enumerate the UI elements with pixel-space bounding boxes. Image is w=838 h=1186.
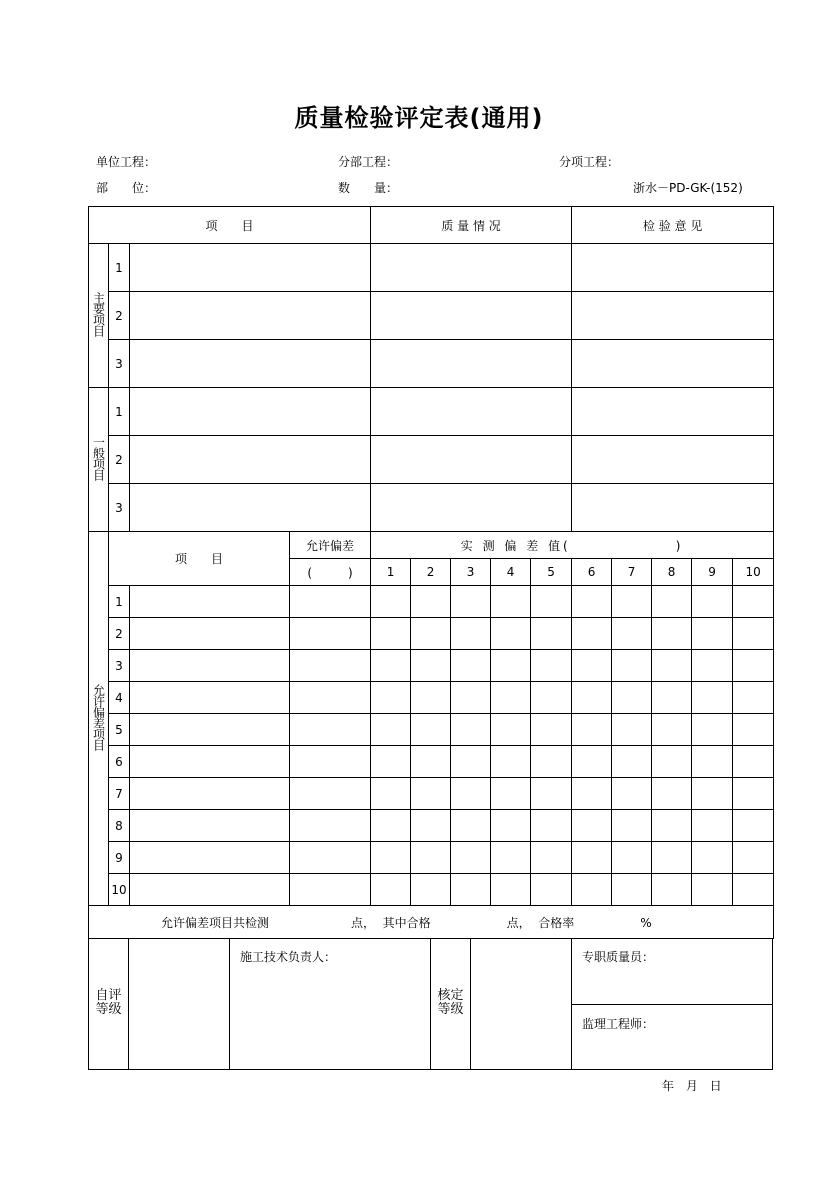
measured-value-field[interactable] xyxy=(531,778,572,810)
table-row xyxy=(89,388,774,436)
cell-text: 10 xyxy=(111,882,127,897)
cell-text: 9 xyxy=(115,850,123,865)
supervisor-field[interactable] xyxy=(572,1004,773,1069)
measured-value-field[interactable] xyxy=(451,650,491,682)
tech-lead-field[interactable] xyxy=(230,938,431,1069)
measured-value-field[interactable] xyxy=(451,618,491,650)
allowed-deviation-field[interactable] xyxy=(290,778,371,810)
quality-field[interactable] xyxy=(371,244,572,292)
cell-text: 4 xyxy=(506,565,515,579)
cell-text: 6 xyxy=(115,754,123,769)
measured-value-field[interactable] xyxy=(371,650,411,682)
measured-value-field[interactable] xyxy=(411,778,451,810)
cell-text: 3 xyxy=(115,658,123,673)
row-number xyxy=(109,292,130,340)
measured-value-field[interactable] xyxy=(411,842,451,874)
row-number xyxy=(109,340,130,388)
allowed-deviation-field[interactable] xyxy=(290,714,371,746)
measured-value-field[interactable] xyxy=(572,778,612,810)
measured-value-field[interactable] xyxy=(652,746,692,778)
allowed-deviation-field[interactable] xyxy=(290,682,371,714)
measure-column-header xyxy=(451,559,491,586)
measured-value-field[interactable] xyxy=(411,586,451,618)
cell-text: 自评等级 xyxy=(95,988,122,1018)
quality-officer-field[interactable] xyxy=(572,938,773,1004)
form-code: 浙水－PD-GK-(152) xyxy=(633,181,743,195)
measured-value-field[interactable] xyxy=(451,714,491,746)
item-field[interactable] xyxy=(130,340,371,388)
row-number xyxy=(109,388,130,436)
measure-column-header xyxy=(733,559,774,586)
measured-value-field[interactable] xyxy=(531,650,572,682)
summary-row xyxy=(89,906,774,939)
allowed-deviation-field[interactable] xyxy=(290,874,371,906)
cell-text: 4 xyxy=(115,690,123,705)
allowed-deviation-field[interactable] xyxy=(290,618,371,650)
quality-field[interactable] xyxy=(371,436,572,484)
measured-value-field[interactable] xyxy=(612,810,652,842)
deviation-row xyxy=(89,842,774,874)
row-number xyxy=(109,746,130,778)
measured-value-field[interactable] xyxy=(572,586,612,618)
cell-text: 7 xyxy=(115,786,123,801)
measured-value-field[interactable] xyxy=(612,714,652,746)
measured-value-field[interactable] xyxy=(692,842,733,874)
measured-value-field[interactable] xyxy=(531,842,572,874)
measured-value-field[interactable] xyxy=(531,874,572,906)
measured-value-field[interactable] xyxy=(733,842,774,874)
measured-value-field[interactable] xyxy=(491,810,531,842)
measured-value-field[interactable] xyxy=(491,586,531,618)
measured-value-field[interactable] xyxy=(692,810,733,842)
measured-value-field[interactable] xyxy=(733,810,774,842)
measured-value-field[interactable] xyxy=(692,746,733,778)
measured-value-field[interactable] xyxy=(371,778,411,810)
measured-value-field[interactable] xyxy=(451,586,491,618)
measured-value-field[interactable] xyxy=(491,618,531,650)
cell-text: 项 目 xyxy=(174,552,223,566)
measure-column-header xyxy=(692,559,733,586)
measured-value-field[interactable] xyxy=(692,618,733,650)
measured-value-field[interactable] xyxy=(612,874,652,906)
deviation-item-field[interactable] xyxy=(130,778,290,810)
measure-column-header xyxy=(531,559,572,586)
page-title: 质量检验评定表(通用) xyxy=(294,104,544,132)
measured-value-field[interactable] xyxy=(371,618,411,650)
measured-value-field[interactable] xyxy=(451,842,491,874)
measured-value-field[interactable] xyxy=(652,618,692,650)
row-number xyxy=(109,874,130,906)
measured-value-field[interactable] xyxy=(371,586,411,618)
cell-text: 8 xyxy=(115,818,123,833)
deviation-item-field[interactable] xyxy=(130,682,290,714)
cell-text: 1 xyxy=(386,565,395,579)
grading-table xyxy=(88,938,773,1070)
cell-text: 7 xyxy=(627,565,636,579)
cell-text: % xyxy=(640,915,652,930)
cell-text: 2 xyxy=(426,565,435,579)
measured-value-field[interactable] xyxy=(411,810,451,842)
measured-value-field[interactable] xyxy=(612,650,652,682)
cell-text: 施工技术负责人： xyxy=(240,950,337,964)
measured-value-field[interactable] xyxy=(733,714,774,746)
measured-value-field[interactable] xyxy=(652,842,692,874)
measured-value-field[interactable] xyxy=(451,874,491,906)
measured-value-field[interactable] xyxy=(652,714,692,746)
cell-text: 质 量 情 况 xyxy=(441,218,501,233)
allowed-deviation-field[interactable] xyxy=(290,650,371,682)
deviation-item-field[interactable] xyxy=(130,714,290,746)
quality-field[interactable] xyxy=(371,388,572,436)
measure-column-header xyxy=(411,559,451,586)
deviation-items-label xyxy=(89,532,109,906)
cell-text: 检 验 意 见 xyxy=(642,218,703,233)
measured-value-field[interactable] xyxy=(612,842,652,874)
deviation-row xyxy=(89,746,774,778)
allowed-deviation-field[interactable] xyxy=(290,586,371,618)
measured-value-field[interactable] xyxy=(733,682,774,714)
row-number xyxy=(109,810,130,842)
deviation-item-field[interactable] xyxy=(130,874,290,906)
self-grade-field[interactable] xyxy=(129,938,230,1069)
general-items-label xyxy=(89,388,109,532)
deviation-item-field[interactable] xyxy=(130,586,290,618)
measured-value-field[interactable] xyxy=(612,778,652,810)
row-number xyxy=(109,842,130,874)
item-field[interactable] xyxy=(130,292,371,340)
unit-project-label: 单位工程： xyxy=(96,155,157,169)
cell-text: 允许偏差项目 xyxy=(91,684,106,750)
cell-text: 1 xyxy=(115,404,123,419)
opinion-field[interactable] xyxy=(572,340,774,388)
measured-value-field[interactable] xyxy=(411,714,451,746)
measured-value-field[interactable] xyxy=(371,682,411,714)
item-field[interactable] xyxy=(130,436,371,484)
allowed-deviation-unit xyxy=(290,559,371,586)
cell-text: 6 xyxy=(587,565,596,579)
measured-value-field[interactable] xyxy=(451,810,491,842)
measured-value-field[interactable] xyxy=(612,618,652,650)
deviation-item-header xyxy=(109,532,290,586)
measured-value-field[interactable] xyxy=(572,810,612,842)
cell-text: 2 xyxy=(115,308,123,323)
measured-value-field[interactable] xyxy=(451,746,491,778)
measured-value-field[interactable] xyxy=(652,810,692,842)
deviation-row xyxy=(89,778,774,810)
item-field[interactable] xyxy=(130,484,371,532)
measured-value-field[interactable] xyxy=(572,714,612,746)
item-project-label: 分项工程： xyxy=(559,155,620,169)
table-row xyxy=(89,484,774,532)
measured-value-field[interactable] xyxy=(371,746,411,778)
opinion-field[interactable] xyxy=(572,244,774,292)
measured-value-field[interactable] xyxy=(692,682,733,714)
cell-text: 10 xyxy=(745,565,761,579)
cell-text: 专职质量员： xyxy=(582,950,655,964)
cell-text: 3 xyxy=(466,565,475,579)
cell-text: 允许偏差项目共检测 xyxy=(161,915,270,930)
measure-column-header xyxy=(491,559,531,586)
measured-value-field[interactable] xyxy=(652,650,692,682)
measured-value-field[interactable] xyxy=(572,842,612,874)
row-number xyxy=(109,682,130,714)
opinion-field[interactable] xyxy=(572,292,774,340)
measured-value-field[interactable] xyxy=(491,874,531,906)
deviation-item-field[interactable] xyxy=(130,810,290,842)
measured-value-field[interactable] xyxy=(692,586,733,618)
deviation-row xyxy=(89,618,774,650)
measured-value-field[interactable] xyxy=(371,874,411,906)
verified-grade-field[interactable] xyxy=(471,938,572,1069)
measured-value-field[interactable] xyxy=(371,714,411,746)
measured-value-field[interactable] xyxy=(491,778,531,810)
quality-field[interactable] xyxy=(371,292,572,340)
measured-value-field[interactable] xyxy=(531,714,572,746)
allowed-deviation-header xyxy=(290,532,371,559)
measured-value-field[interactable] xyxy=(692,650,733,682)
opinion-field[interactable] xyxy=(572,484,774,532)
row-number xyxy=(109,650,130,682)
self-grade-label xyxy=(89,938,129,1069)
cell-text: 实 测 偏 差 值( ) xyxy=(460,538,684,553)
table-row xyxy=(89,340,774,388)
measured-value-field[interactable] xyxy=(692,874,733,906)
row-number xyxy=(109,484,130,532)
measured-value-field[interactable] xyxy=(491,842,531,874)
measured-value-field[interactable] xyxy=(652,778,692,810)
measured-value-field[interactable] xyxy=(692,778,733,810)
measured-value-field[interactable] xyxy=(572,618,612,650)
measured-value-field[interactable] xyxy=(652,682,692,714)
quantity-label: 数 量： xyxy=(338,181,399,195)
measured-value-field[interactable] xyxy=(411,746,451,778)
allowed-deviation-field[interactable] xyxy=(290,842,371,874)
measured-value-field[interactable] xyxy=(692,714,733,746)
deviation-row xyxy=(89,682,774,714)
cell-text: 3 xyxy=(115,356,123,371)
measured-value-field[interactable] xyxy=(411,682,451,714)
measured-value-field[interactable] xyxy=(733,746,774,778)
cell-text: 9 xyxy=(708,565,716,579)
cell-text: 2 xyxy=(115,452,123,467)
cell-text: 1 xyxy=(115,594,123,609)
table-row xyxy=(89,244,774,292)
cell-text: 主要项目 xyxy=(91,292,106,336)
row-number xyxy=(109,244,130,292)
measured-value-field[interactable] xyxy=(411,650,451,682)
table-row xyxy=(89,292,774,340)
measure-column-header xyxy=(371,559,411,586)
cell-text: 1 xyxy=(115,260,123,275)
measure-column-header xyxy=(652,559,692,586)
allowed-deviation-field[interactable] xyxy=(290,746,371,778)
cell-text: ( ) xyxy=(307,565,353,580)
measured-value-field[interactable] xyxy=(531,586,572,618)
measured-deviation-header xyxy=(371,532,774,559)
verified-grade-label xyxy=(431,938,471,1069)
cell-text: 监理工程师： xyxy=(582,1016,655,1031)
inspection-table xyxy=(88,206,774,939)
cell-text: 5 xyxy=(547,565,555,579)
quality-field[interactable] xyxy=(371,340,572,388)
measure-column-header xyxy=(572,559,612,586)
measured-value-field[interactable] xyxy=(491,682,531,714)
location-label: 部 位： xyxy=(96,181,157,195)
cell-text: 核定等级 xyxy=(437,988,464,1018)
cell-text: 允许偏差 xyxy=(306,538,355,553)
measured-value-field[interactable] xyxy=(733,586,774,618)
measured-value-field[interactable] xyxy=(572,650,612,682)
measured-value-field[interactable] xyxy=(531,618,572,650)
row-number xyxy=(109,778,130,810)
deviation-item-field[interactable] xyxy=(130,650,290,682)
measure-column-header xyxy=(612,559,652,586)
cell-text: 一般项目 xyxy=(91,436,106,480)
opinion-field[interactable] xyxy=(572,436,774,484)
cell-text: 8 xyxy=(667,565,676,579)
deviation-item-field[interactable] xyxy=(130,618,290,650)
measured-value-field[interactable] xyxy=(491,650,531,682)
item-field[interactable] xyxy=(130,388,371,436)
item-field[interactable] xyxy=(130,244,371,292)
header-opinion xyxy=(572,207,774,244)
measured-value-field[interactable] xyxy=(411,618,451,650)
measured-value-field[interactable] xyxy=(531,682,572,714)
date-line: 年 月 日 xyxy=(662,1079,722,1093)
measured-value-field[interactable] xyxy=(612,586,652,618)
measured-value-field[interactable] xyxy=(652,586,692,618)
cell-text: 5 xyxy=(115,722,123,737)
measured-value-field[interactable] xyxy=(733,618,774,650)
measured-value-field[interactable] xyxy=(612,682,652,714)
cell-text: 2 xyxy=(115,626,123,641)
quality-field[interactable] xyxy=(371,484,572,532)
opinion-field[interactable] xyxy=(572,388,774,436)
measured-value-field[interactable] xyxy=(531,746,572,778)
measured-value-field[interactable] xyxy=(572,682,612,714)
cell-text: 点， 其中合格 xyxy=(351,915,431,930)
measured-value-field[interactable] xyxy=(451,682,491,714)
table-row xyxy=(89,436,774,484)
allowed-deviation-field[interactable] xyxy=(290,810,371,842)
measured-value-field[interactable] xyxy=(733,874,774,906)
measured-value-field[interactable] xyxy=(733,778,774,810)
measured-value-field[interactable] xyxy=(411,874,451,906)
header-quality xyxy=(371,207,572,244)
row-number xyxy=(109,436,130,484)
deviation-row xyxy=(89,714,774,746)
deviation-row xyxy=(89,874,774,906)
deviation-row xyxy=(89,650,774,682)
measured-value-field[interactable] xyxy=(572,746,612,778)
measured-value-field[interactable] xyxy=(612,746,652,778)
deviation-row xyxy=(89,586,774,618)
measured-value-field[interactable] xyxy=(491,746,531,778)
main-items-label xyxy=(89,244,109,388)
division-project-label: 分部工程： xyxy=(338,155,399,169)
measured-value-field[interactable] xyxy=(371,842,411,874)
row-number xyxy=(109,586,130,618)
measured-value-field[interactable] xyxy=(652,874,692,906)
cell-text: 3 xyxy=(115,500,123,515)
measured-value-field[interactable] xyxy=(531,810,572,842)
measured-value-field[interactable] xyxy=(371,810,411,842)
measured-value-field[interactable] xyxy=(491,714,531,746)
deviation-row xyxy=(89,810,774,842)
row-number xyxy=(109,618,130,650)
measured-value-field[interactable] xyxy=(572,874,612,906)
cell-text: 项 目 xyxy=(205,218,254,233)
deviation-item-field[interactable] xyxy=(130,746,290,778)
deviation-item-field[interactable] xyxy=(130,842,290,874)
row-number xyxy=(109,714,130,746)
cell-text: 点， 合格率 xyxy=(506,915,575,930)
header-item xyxy=(89,207,371,244)
measured-value-field[interactable] xyxy=(733,650,774,682)
measured-value-field[interactable] xyxy=(451,778,491,810)
